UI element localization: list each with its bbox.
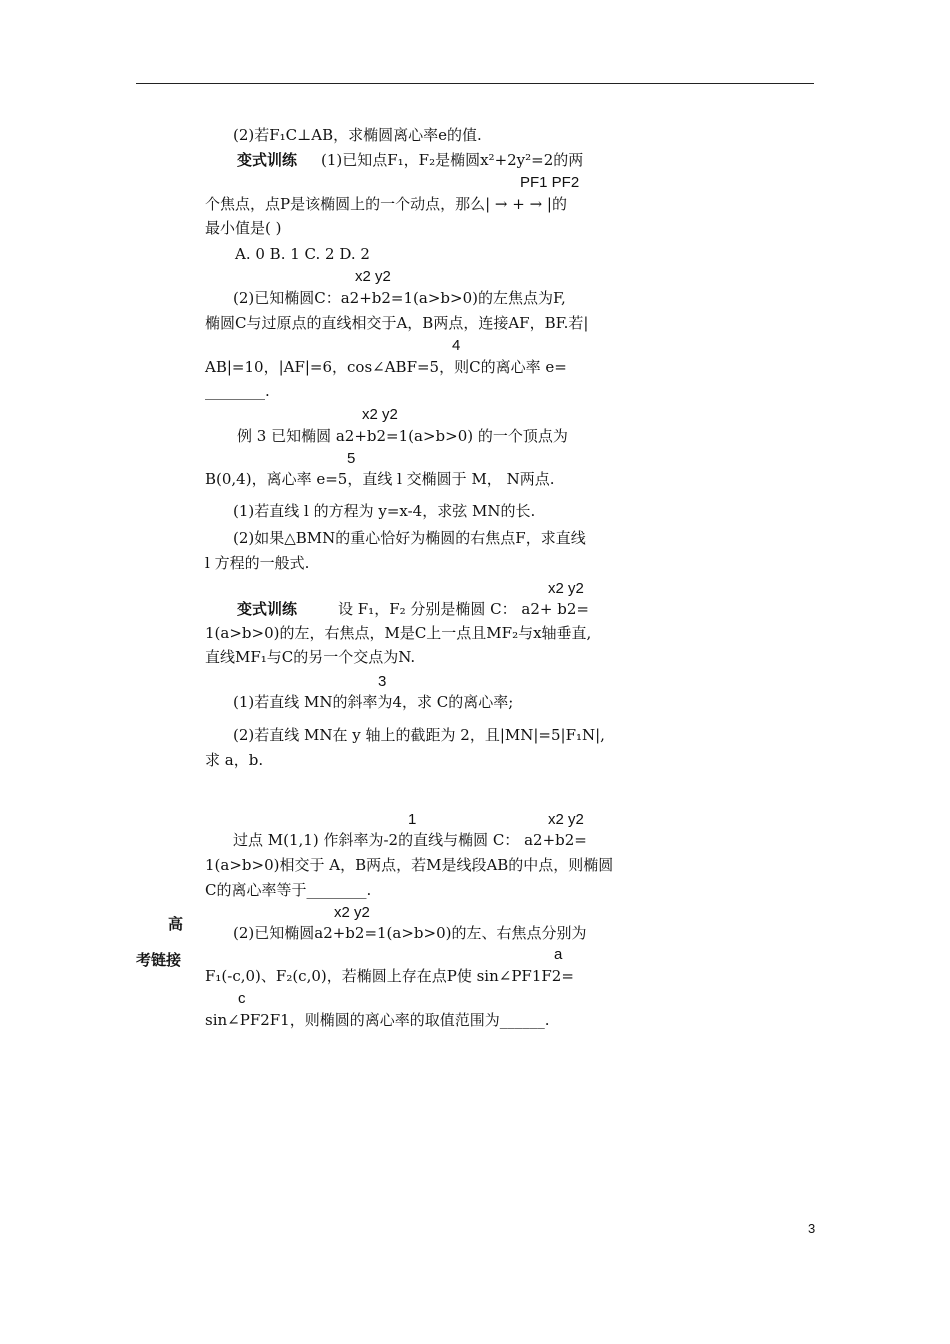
- link-problem-line: 过点 M(1,1) 作斜率为-2的直线与椭圆 C： a2+b2=: [233, 831, 587, 849]
- header-rule: [136, 83, 814, 84]
- fraction-numerator: 5: [347, 450, 356, 467]
- problem-line: 椭圆C与过原点的直线相交于A，B两点，连接AF，BF.若|: [205, 314, 589, 332]
- problem-line: (2)若F₁C⊥AB，求椭圆离心率e的值.: [233, 126, 482, 144]
- problem-line: 个焦点，点P是该椭圆上的一个动点，那么| → + → |的: [205, 195, 567, 213]
- example-line: B(0,4)，离心率 e=5，直线 l 交椭圆于 M， N两点.: [205, 470, 555, 488]
- problem-line: (1)已知点F₁，F₂是椭圆x²+2y²=2的两: [321, 151, 584, 169]
- link-problem-line: F₁(-c,0)、F₂(c,0)，若椭圆上存在点P使 sin∠PF1F2=: [205, 967, 574, 985]
- fraction-numerator: 4: [452, 337, 461, 354]
- link-problem-line: (2)已知椭圆a2+b2=1(a>b>0)的左、右焦点分别为: [233, 924, 587, 942]
- fraction-numerators: x2 y2: [548, 811, 584, 828]
- problem-line: AB|=10，|AF|=6，cos∠ABF=5，则C的离心率 e=: [205, 358, 567, 376]
- answer-blank: ________.: [205, 382, 270, 400]
- problem-line: (2)已知椭圆C：a2+b2=1(a>b>0)的左焦点为F,: [233, 289, 566, 307]
- page-number: 3: [808, 1221, 816, 1236]
- problem-question: 求 a，b.: [205, 751, 264, 769]
- link-problem-line: sin∠PF2F1，则椭圆的离心率的取值范围为______.: [205, 1011, 550, 1029]
- vector-labels: PF1 PF2: [520, 174, 580, 191]
- fraction-numerator: 1: [408, 811, 417, 828]
- fraction-numerator: 3: [378, 673, 387, 690]
- problem-line: 最小值是( ): [205, 219, 282, 237]
- section-label-link: 考链接: [136, 951, 182, 969]
- answer-options: A. 0 B. 1 C. 2 D. 2: [235, 245, 370, 263]
- problem-line: 直线MF₁与C的另一个交点为N.: [205, 648, 416, 666]
- example-question: (2)如果△BMN的重心恰好为椭圆的右焦点F，求直线: [233, 529, 586, 547]
- fraction-numerators: x2 y2: [362, 406, 398, 423]
- link-problem-line: C的离心率等于________.: [205, 881, 372, 899]
- link-problem-line: 1(a>b>0)相交于 A，B两点，若M是线段AB的中点，则椭圆: [205, 856, 614, 874]
- problem-question: (2)若直线 MN在 y 轴上的截距为 2，且|MN|=5|F₁N|,: [233, 726, 605, 744]
- example-question: (1)若直线 l 的方程为 y=x-4，求弦 MN的长.: [233, 502, 536, 520]
- variant-heading: 变式训练: [237, 600, 298, 618]
- problem-line: 设 F₁，F₂ 分别是椭圆 C： a2+ b2=: [338, 600, 589, 618]
- fraction-numerators: x2 y2: [334, 904, 370, 921]
- fraction-numerator: c: [238, 990, 246, 1007]
- problem-line: 1(a>b>0)的左，右焦点，M是C上一点且MF₂与x轴垂直,: [205, 624, 592, 642]
- problem-question: (1)若直线 MN的斜率为4，求 C的离心率;: [233, 693, 514, 711]
- fraction-numerators: x2 y2: [548, 580, 584, 597]
- example-line: 例 3 已知椭圆 a2+b2=1(a>b>0) 的一个顶点为: [237, 427, 568, 445]
- example-question: l 方程的一般式.: [205, 554, 310, 572]
- fraction-numerators: x2 y2: [355, 268, 391, 285]
- variant-heading: 变式训练: [237, 151, 298, 169]
- section-label-gao: 高: [168, 915, 184, 933]
- fraction-numerator: a: [554, 946, 563, 963]
